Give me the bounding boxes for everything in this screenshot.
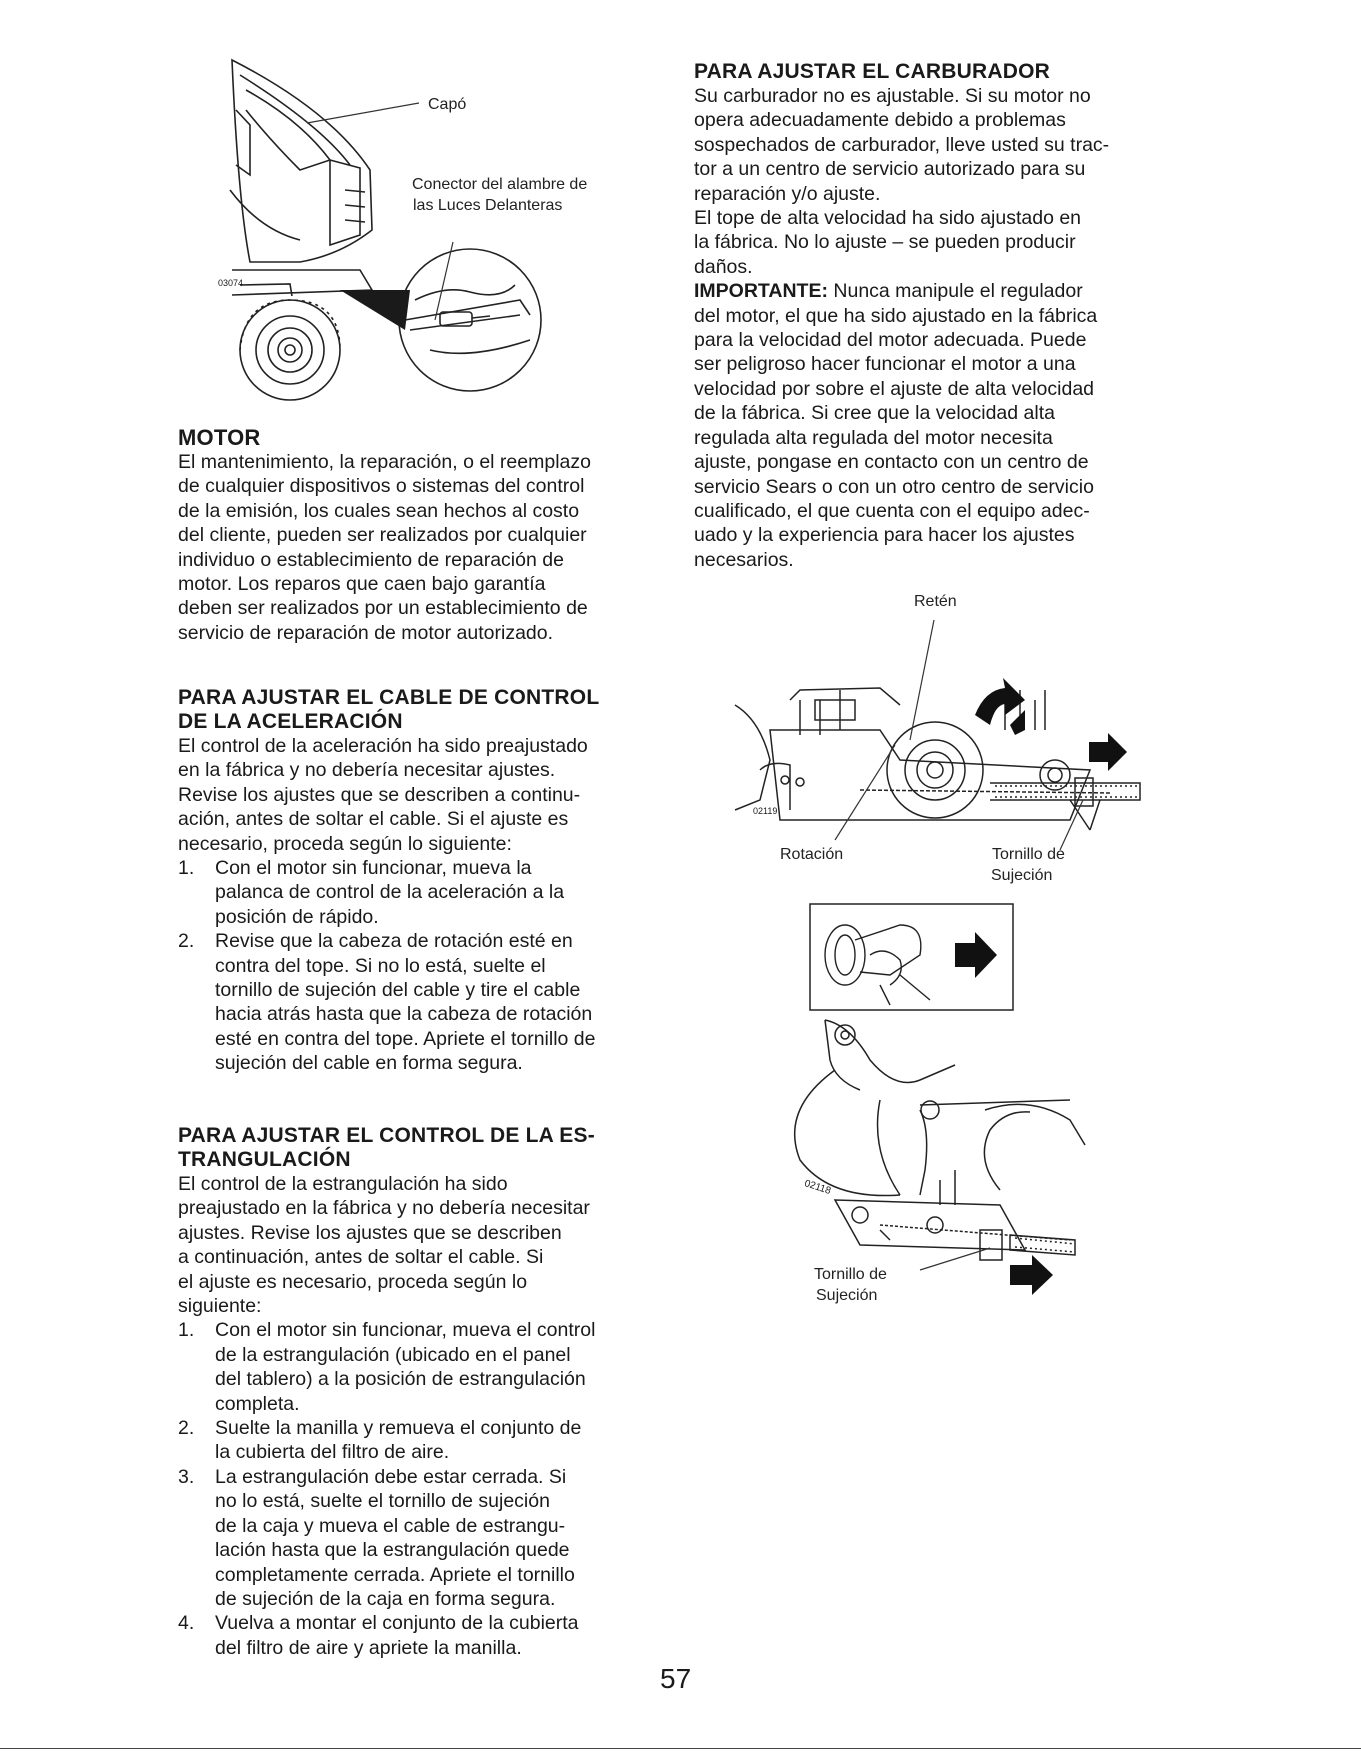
motor-heading: MOTOR xyxy=(178,425,261,450)
label-connector-line2: las Luces Delanteras xyxy=(413,197,563,214)
important-label: IMPORTANTE: xyxy=(694,280,828,303)
list-item-line: palanca de control de la aceleración a la xyxy=(215,881,565,904)
choke-heading-line2: TRANGULACIÓN xyxy=(178,1148,351,1171)
list-item-line: posición de rápido. xyxy=(215,905,379,928)
bottom-rule xyxy=(0,1748,1361,1749)
text-line: daños. xyxy=(694,255,753,278)
list-item-line: completamente cerrada. Apriete el tornillo xyxy=(215,1563,575,1586)
text-line: siguiente: xyxy=(178,1295,262,1318)
text-line: ser peligroso hacer funcionar el motor a una xyxy=(694,353,1076,376)
important-first: Nunca manipule el regulador xyxy=(827,280,1083,303)
label-reten: Retén xyxy=(914,593,957,610)
text-line: necesario, proceda según lo siguiente: xyxy=(178,832,512,855)
carburetor-heading: PARA AJUSTAR EL CARBURADOR xyxy=(694,60,1050,83)
text-line: deben ser realizados por un establecimiento de xyxy=(178,597,588,620)
list-item-line: Con el motor sin funcionar, mueva la xyxy=(215,857,532,880)
list-item-line: Revise que la cabeza de rotación esté en xyxy=(215,930,573,953)
text-line: uado y la experiencia para hacer los ajustes xyxy=(694,524,1075,547)
choke-heading-line1: PARA AJUSTAR EL CONTROL DE LA ES- xyxy=(178,1124,595,1147)
text-line: servicio de reparación de motor autorizado. xyxy=(178,621,554,644)
text-line: necesarios. xyxy=(694,548,794,571)
label-capo: Capó xyxy=(428,96,467,113)
text-line: de la fábrica. Si cree que la velocidad alta xyxy=(694,402,1055,425)
throttle-heading-line2: DE LA ACELERACIÓN xyxy=(178,710,403,733)
text-line: El tope de alta velocidad ha sido ajustado en xyxy=(694,207,1082,230)
text-line: sospechados de carburador, lleve usted su trac- xyxy=(694,133,1110,156)
text-line: reparación y/o ajuste. xyxy=(694,182,881,205)
list-item-line: no lo está, suelte el tornillo de sujeción xyxy=(215,1490,550,1513)
list-item-number: 1. xyxy=(178,857,195,880)
list-item-line: del tablero) a la posición de estrangulación xyxy=(215,1368,586,1391)
text-line: Revise los ajustes que se describen a continu- xyxy=(178,783,581,806)
list-item-line: Vuelva a montar el conjunto de la cubierta xyxy=(215,1612,579,1635)
list-item-line: de la estrangulación (ubicado en el panel xyxy=(215,1343,571,1366)
text-line: servicio Sears o con un otro centro de servicio xyxy=(694,475,1094,498)
text-line: para la velocidad del motor adecuada. Puede xyxy=(694,329,1087,352)
page-number: 57 xyxy=(660,1663,692,1694)
list-item-line: lación hasta que la estrangulación quede xyxy=(215,1539,570,1562)
text-line: ajuste, pongase en contacto con un centro de xyxy=(694,451,1089,474)
list-item-line: de la caja y mueva el cable de estrangu- xyxy=(215,1514,566,1537)
list-item-line: del filtro de aire y apriete la manilla. xyxy=(215,1636,522,1659)
list-item-line: la cubierta del filtro de aire. xyxy=(215,1441,450,1464)
label-connector-line1: Conector del alambre de xyxy=(412,176,588,193)
text-line: El control de la estrangulación ha sido xyxy=(178,1173,508,1195)
text-line: opera adecuadamente debido a problemas xyxy=(694,109,1066,132)
text-line: el ajuste es necesario, proceda según lo xyxy=(178,1270,528,1293)
label-choke-tornillo-line2: Sujeción xyxy=(816,1287,878,1304)
text-line: del cliente, pueden ser realizados por cualquier xyxy=(178,524,587,547)
text-line: ación, antes de soltar el cable. Si el ajuste es xyxy=(178,808,569,831)
list-item-number: 2. xyxy=(178,1417,195,1440)
text-line: de cualquier dispositivos o sistemas del control xyxy=(178,475,585,498)
text-line: cualificado, el que cuenta con el equipo adec- xyxy=(694,499,1090,522)
fig-code-choke: 02118 xyxy=(802,1178,833,1197)
list-item-line: esté en contra del tope. Apriete el tornillo de xyxy=(215,1027,596,1050)
label-tornillo-line2: Sujeción xyxy=(991,867,1053,884)
text-line: motor. Los reparos que caen bajo garantía xyxy=(178,573,546,596)
list-item-line: sujeción del cable en forma segura. xyxy=(215,1052,523,1075)
text-line: del motor, el que ha sido ajustado en la fábrica xyxy=(694,304,1098,327)
list-item-line: Con el motor sin funcionar, mueva el control xyxy=(215,1319,596,1342)
list-item-number: 1. xyxy=(178,1319,195,1342)
list-item-line: Suelte la manilla y remueva el conjunto de xyxy=(215,1417,582,1440)
label-tornillo-line1: Tornillo de xyxy=(992,846,1065,863)
text-line: en la fábrica y no debería necesitar ajustes. xyxy=(178,759,556,782)
list-item-line: hacia atrás hasta que la cabeza de rotación xyxy=(215,1003,593,1026)
text-line: ajustes. Revise los ajustes que se describen xyxy=(178,1221,562,1244)
text-line: El mantenimiento, la reparación, o el reemplazo xyxy=(178,451,591,473)
list-item-line: completa. xyxy=(215,1392,300,1415)
list-item-line: La estrangulación debe estar cerrada. Si xyxy=(215,1465,567,1488)
label-choke-tornillo-line1: Tornillo de xyxy=(814,1266,887,1283)
text-line: El control de la aceleración ha sido preajustado xyxy=(178,735,588,757)
text-line: a continuación, antes de soltar el cable. Si xyxy=(178,1246,544,1269)
list-item-number: 4. xyxy=(178,1612,195,1635)
text-line: la fábrica. No lo ajuste – se pueden producir xyxy=(694,231,1076,254)
text-line: velocidad por sobre el ajuste de alta velocidad xyxy=(694,377,1095,400)
text-line: de la emisión, los cuales sean hechos al costo xyxy=(178,499,580,522)
list-item-line: de sujeción de la caja en forma segura. xyxy=(215,1587,556,1610)
list-item-number: 3. xyxy=(178,1465,195,1488)
label-rotacion: Rotación xyxy=(780,846,844,863)
list-item-number: 2. xyxy=(178,930,195,953)
list-item-line: tornillo de sujeción del cable y tire el cable xyxy=(215,979,581,1002)
text-line: tor a un centro de servicio autorizado para su xyxy=(694,158,1086,181)
fig-code-throttle: 02119 xyxy=(753,806,778,816)
fig-code-hood: 03074 xyxy=(218,278,244,288)
text-line: preajustado en la fábrica y no debería necesitar xyxy=(178,1197,590,1220)
text-line: Su carburador no es ajustable. Si su motor no xyxy=(694,85,1091,107)
list-item-line: contra del tope. Si no lo está, suelte el xyxy=(215,954,546,977)
text-line: individuo o establecimiento de reparación de xyxy=(178,548,564,571)
text-line: regulada alta regulada del motor necesita xyxy=(694,426,1053,449)
throttle-heading-line1: PARA AJUSTAR EL CABLE DE CONTROL xyxy=(178,686,600,709)
